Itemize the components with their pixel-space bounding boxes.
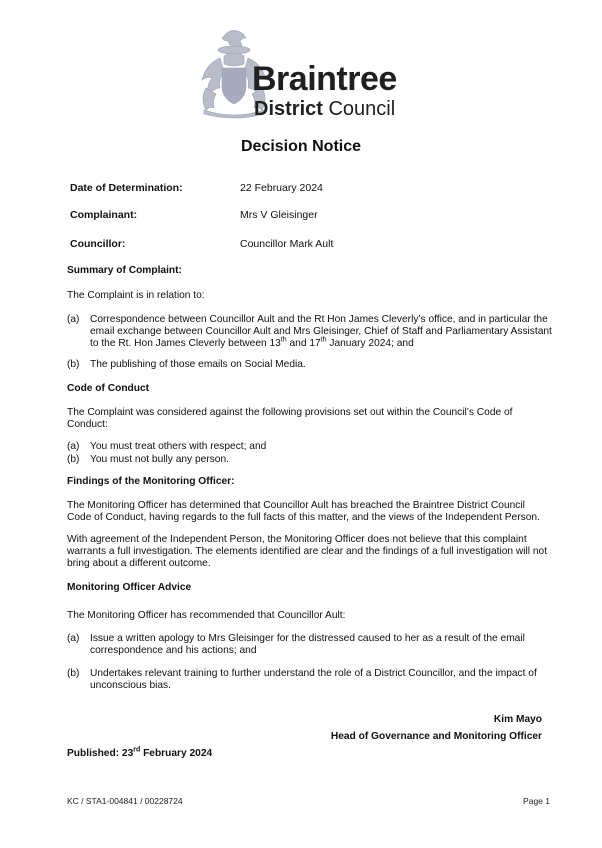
- item-text: The publishing of those emails on Social Media.: [90, 359, 306, 370]
- item-marker: (b): [67, 454, 80, 465]
- findings-heading: Findings of the Monitoring Officer:: [67, 476, 235, 487]
- published-date: Published: 23rd February 2024: [67, 746, 213, 759]
- summary-intro: The Complaint is in relation to:: [67, 290, 205, 301]
- advice-intro: The Monitoring Officer has recommended that Councillor Ault:: [67, 610, 346, 621]
- item-text: You must not bully any person.: [90, 454, 229, 465]
- signoff-name: Kim Mayo: [493, 714, 542, 725]
- advice-heading: Monitoring Officer Advice: [67, 582, 192, 593]
- summary-heading: Summary of Complaint:: [67, 265, 182, 276]
- findings-paragraph-2: With agreement of the Independent Person, the Monitoring Officer does not believe that this complaint warrants a full investigation. The elements identified are clear and the findings of a full investigation will not bring about a different outcome.: [67, 534, 548, 569]
- item-marker: (a): [67, 314, 80, 325]
- conduct-heading: Code of Conduct: [67, 383, 150, 394]
- brand-district: District: [254, 98, 323, 120]
- item-marker: (a): [67, 633, 80, 644]
- council-logo: [196, 28, 426, 120]
- conduct-intro: The Complaint was considered against the following provisions set out within the Council’s Code of Conduct:: [67, 407, 513, 430]
- item-marker: (b): [67, 359, 80, 370]
- item-text: Correspondence between Councillor Ault and the Rt Hon James Cleverly’s office, and in particular the email exchange between Councillor Ault and Mrs Gleisinger, Chief of Staff and Parliamentary Assistant to the Rt. Hon James Cleverly between 13th and 17th January 2024; and: [90, 314, 552, 349]
- signoff-role: Head of Governance and Monitoring Officer: [330, 731, 542, 742]
- councillor-value: Councillor Mark Ault: [240, 238, 334, 250]
- item-text: Issue a written apology to Mrs Gleisinger for the distressed caused to her as a result of the email correspondence and his actions; and: [90, 633, 525, 656]
- footer-reference: KC / STA1-004841 / 00228724: [67, 796, 183, 806]
- complainant-label: Complainant:: [70, 209, 138, 221]
- item-text: You must treat others with respect; and: [90, 441, 267, 452]
- item-marker: (b): [67, 668, 80, 679]
- date-value: 22 February 2024: [240, 182, 323, 194]
- brand-subtitle: [254, 98, 395, 120]
- brand-council: Council: [328, 98, 396, 120]
- findings-paragraph-1: The Monitoring Officer has determined that Councillor Ault has breached the Braintree District Council Code of Conduct, having regards to the full facts of this matter, and the views of the Independent Person.: [67, 500, 540, 523]
- item-text: Undertakes relevant training to further understand the role of a District Councillor, and the impact of unconscious bias.: [90, 668, 537, 691]
- footer-page-number: Page 1: [523, 796, 550, 806]
- complainant-value: Mrs V Gleisinger: [240, 209, 318, 221]
- councillor-label: Councillor:: [70, 238, 126, 250]
- date-label: Date of Determination:: [70, 182, 183, 194]
- page-title: Decision Notice: [240, 138, 362, 155]
- brand-name: Braintree: [252, 60, 397, 98]
- item-marker: (a): [67, 441, 80, 452]
